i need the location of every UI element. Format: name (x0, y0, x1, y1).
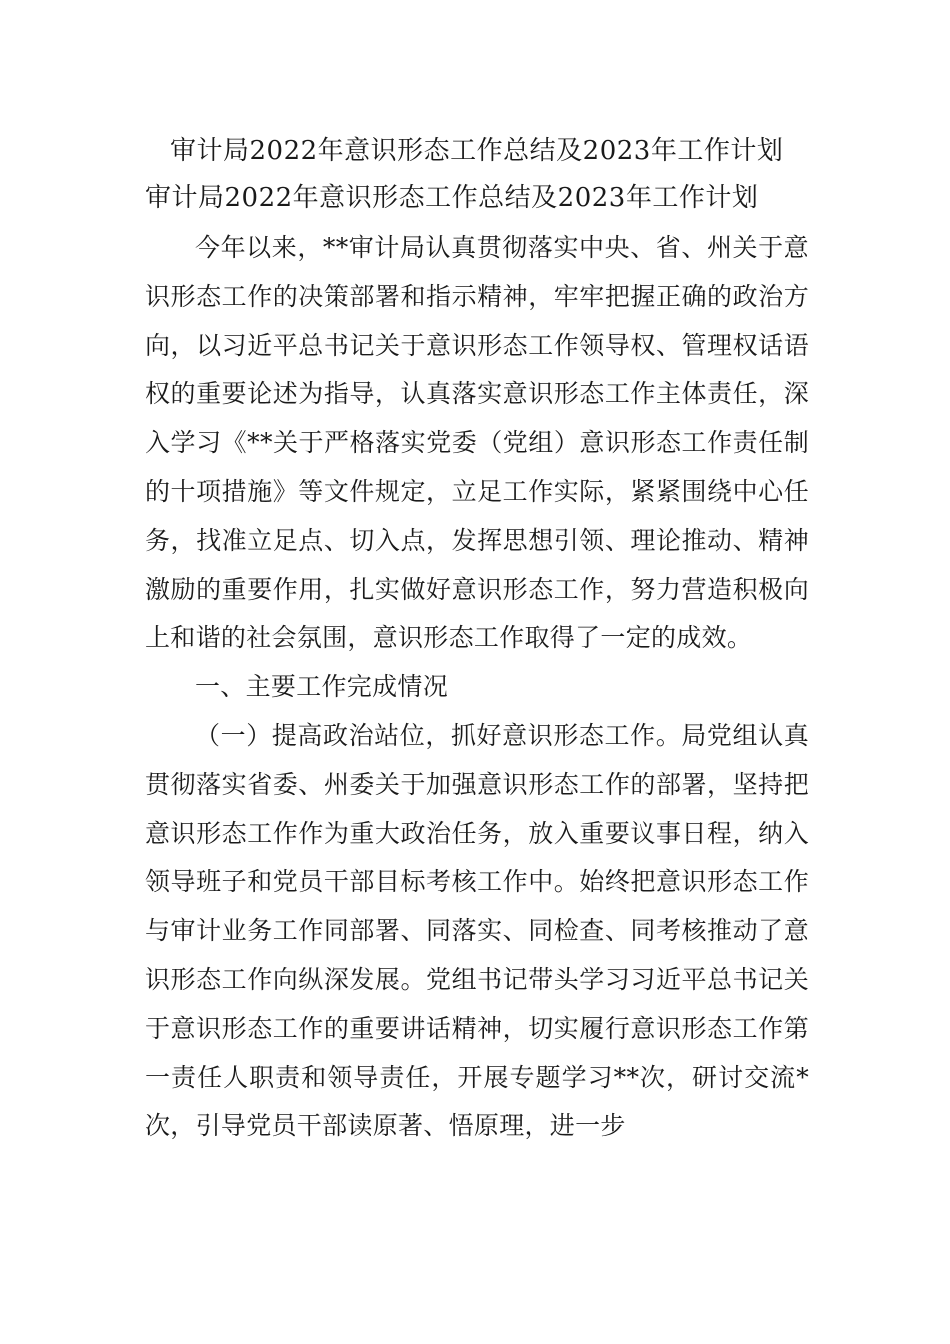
document-body (145, 224, 809, 1151)
document-title: 审计局2022年意识形态工作总结及2023年工作计划 (170, 136, 784, 166)
paragraph-section-1: （一）提高政治站位，抓好意识形态工作。局党组认真贯彻落实省委、州委关于加强意识形态工作的部署，坚持把意识形态工作作为重大政治任务，放入重要议事日程，纳入领导班子和党员干部目标考核工作中。始终把意识形态工作与审计业务工作同部署、同落实、同检查、同考核推动了意识形态工作向纵深发展。党组书记带头学习习近平总书记关于意识形态工作的重要讲话精神，切实履行意识形态工作第一责任人职责和领导责任，开展专题学习**次，研讨交流*次，引导党员干部读原著、悟原理，进一步 (145, 720, 809, 1141)
section-heading: 一、主要工作完成情况 (195, 672, 449, 702)
paragraph-intro: 今年以来，**审计局认真贯彻落实中央、省、州关于意识形态工作的决策部署和指示精神，牢牢把握正确的政治方向，以习近平总书记关于意识形态工作领导权、管理权话语权的重要论述为指导，认真落实意识形态工作主体责任，深入学习《**关于严格落实党委（党组）意识形态工作责任制的十项措施》等文件规定，立足工作实际，紧紧围绕中心任务，找准立足点、切入点，发挥思想引领、理论推动、精神激励的重要作用，扎实做好意识形态工作，努力营造积极向上和谐的社会氛围，意识形态工作取得了一定的成效。 (145, 233, 809, 653)
document-subtitle: 审计局2022年意识形态工作总结及2023年工作计划 (145, 183, 759, 213)
